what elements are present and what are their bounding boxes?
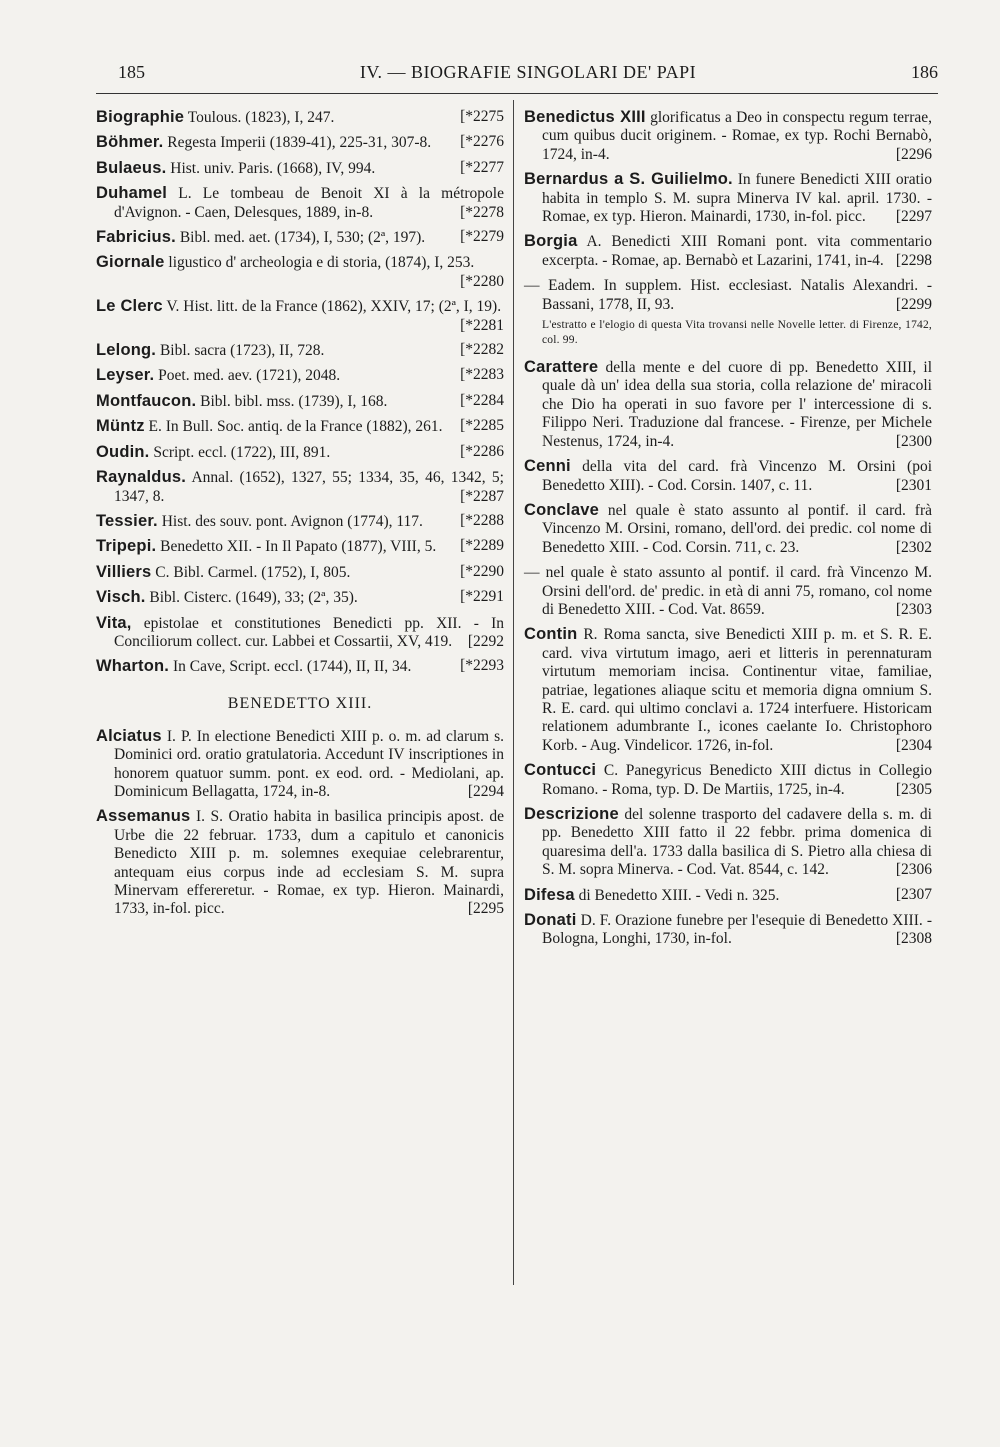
footnote: L'estratto e l'elogio di questa Vita trovansi nelle Novelle letter. di Firenze, 1742, col. 99. <box>542 319 932 347</box>
header-rule <box>96 93 938 94</box>
bibliography-entry <box>96 563 504 582</box>
bibliography-entry <box>96 392 504 411</box>
entry-text: della mente e del cuore di pp. Benedetto XIII, il quale dà un' idea della sua storia, colla relazione de' miracoli che Dio ha operati in suo favore per l' intercessione di s. Filippo Neri. Traduzione dal francese. - Firenze, per Michele Nestenus, 1724, in-4. <box>542 359 933 450</box>
entry-text: E. In Bull. Soc. antiq. de la France (1882), 261. <box>148 418 443 436</box>
right-column <box>524 108 932 955</box>
column-divider <box>513 100 514 1285</box>
entry-headword: Alciatus <box>96 726 162 745</box>
entry-headword: Vita, <box>96 613 132 632</box>
entry-text: Annal. (1652), 1327, 55; 1334, 35, 46, 1342, 5; 1347, 8. <box>114 469 504 505</box>
entry-text: Script. eccl. (1722), III, 891. <box>153 443 331 461</box>
entry-number: [*2277 <box>460 158 504 176</box>
bibliography-entry <box>524 232 932 270</box>
bibliography-entry <box>524 108 932 164</box>
entry-headword: Contin <box>524 625 578 644</box>
entry-headword: Biographie <box>96 108 185 126</box>
entry-headword: Leyser. <box>96 366 155 385</box>
entry-number: [2303 <box>895 600 932 618</box>
running-header <box>118 62 938 86</box>
entry-number: [2300 <box>895 432 932 450</box>
entry-headword: Contucci <box>524 761 597 780</box>
bibliography-entry <box>96 341 504 360</box>
entry-headword: Benedictus XIII <box>524 108 646 126</box>
entry-headword: Conclave <box>524 500 599 519</box>
bibliography-entry <box>96 537 504 556</box>
entry-headword: Borgia <box>524 232 578 251</box>
bibliography-entry <box>524 457 932 495</box>
entry-headword: Müntz <box>96 417 145 436</box>
entry-headword: Wharton. <box>96 657 170 676</box>
bibliography-entry <box>524 911 932 949</box>
entry-text: C. Panegyricus Benedicto XIII dictus in Collegio Romano. - Roma, typ. D. De Martiis, 1725, in-4. <box>542 762 933 798</box>
entry-text: di Benedetto XIII. - Vedi n. 325. <box>578 886 780 904</box>
entry-text: del solenne trasporto del cadavere della s. m. di pp. Benedetto XIII fatto il 22 febbr. prima domenica di quaresima dell'a. 1733 dalla basilica di S. Pietro alla chiesa di S. M. sopra Minerva. - Cod. Vat. 8544, c. 142. <box>542 806 932 879</box>
entry-text: Toulous. (1823), I, 247. <box>187 109 335 126</box>
bibliography-entry <box>96 366 504 385</box>
page-number-right: 186 <box>911 62 938 82</box>
entry-text: Bibl. Cisterc. (1649), 33; (2ª, 35). <box>149 589 358 607</box>
entry-headword: Raynaldus. <box>96 468 187 487</box>
bibliography-entry <box>96 512 504 531</box>
entry-text: In funere Benedicti XIII oratio habita in templo S. M. supra Minerva IV kal. april. 1730. - Romae, ex typ. Hieron. Mainardi, 1730, in-fol. picc. <box>542 171 932 226</box>
entry-text: V. Hist. litt. de la France (1862), XXIV, 17; (2ª, I, 19). <box>166 298 502 316</box>
entry-headword: Tripepi. <box>96 537 157 556</box>
entry-text: Bibl. sacra (1723), II, 728. <box>159 342 325 360</box>
entry-number: [*2290 <box>460 562 504 580</box>
entry-number: [2295 <box>467 900 504 918</box>
entry-text: A. Benedicti XIII Romani pont. vita commentario excerpta. - Romae, ap. Bernabò et Lazarini, 1741, in-4. <box>542 233 932 269</box>
entry-headword: Assemanus <box>96 807 191 826</box>
bibliography-entry <box>524 563 932 619</box>
entry-number: [*2289 <box>460 537 504 555</box>
entry-text: Poet. med. aev. (1721), 2048. <box>158 367 341 385</box>
entry-headword: Duhamel <box>96 184 168 203</box>
entry-headword: Difesa <box>524 885 575 904</box>
bibliography-entry <box>96 807 504 918</box>
bibliography-entry <box>96 468 504 506</box>
entry-text: epistolae et constitutiones Benedicti pp. XII. - In Conciliorum collect. cur. Labbei et Cossartii, XV, 419. <box>114 614 504 650</box>
entry-text: I. S. Oratio habita in basilica principis apost. de Urbe die 22 februar. 1733, dum a capitulo et canonicis Benedicto XIII p. m. solemnes exequiae celebrarentur, antequam eius corpus inde ad ecclesiam S. M. supra Minervam effereretur. - Romae, ex typ. Hieron. Mainardi, 1733, in-fol. picc. <box>114 808 504 918</box>
entry-text: della vita del card. frà Vincenzo M. Orsini (poi Benedetto XIII). - Cod. Corsin. 1407, c. 11. <box>542 458 933 494</box>
entry-number: [*2282 <box>460 341 504 359</box>
bibliography-entry <box>524 886 932 905</box>
entry-headword: Giornale <box>96 253 165 272</box>
entry-number: [*2279 <box>460 228 504 246</box>
bibliography-entry <box>524 761 932 799</box>
bibliography-entry <box>96 417 504 436</box>
entry-number: [2299 <box>895 295 932 313</box>
bibliography-entry <box>96 228 504 247</box>
bibliography-entry <box>96 184 504 222</box>
entry-number: [*2283 <box>460 366 504 384</box>
entry-text: Hist. des souv. pont. Avignon (1774), 117. <box>161 512 423 530</box>
entry-text: — Eadem. In supplem. Hist. ecclesiast. Natalis Alexandri. - Bassani, 1778, II, 93. <box>524 277 932 313</box>
entry-number: [*2278 <box>460 203 504 221</box>
page-number-left: 185 <box>118 62 145 82</box>
bibliography-entry <box>96 159 504 178</box>
bibliography-entry <box>96 133 504 152</box>
entry-headword: Cenni <box>524 457 571 476</box>
entry-text: ligustico d' archeologia e di storia, (1874), I, 253. <box>168 254 475 272</box>
entry-number: [*2280 <box>460 272 504 290</box>
entry-number: [2306 <box>895 861 932 879</box>
entry-headword: Descrizione <box>524 805 619 823</box>
bibliography-entry <box>96 614 504 652</box>
entry-number: [2307 <box>895 885 932 903</box>
entry-text: C. Bibl. Carmel. (1752), I, 805. <box>155 563 351 581</box>
entry-headword: Montfaucon. <box>96 391 197 410</box>
bibliography-entry <box>524 276 932 314</box>
running-title: IV. — BIOGRAFIE SINGOLARI DE' PAPI <box>359 62 697 82</box>
entry-text: glorificatus a Deo in conspectu regum terrae, cum quibus ducit originem. - Romae, ex typ. Rochi Bernabò, 1724, in-4. <box>542 109 933 163</box>
entry-text: Bibl. bibl. mss. (1739), I, 168. <box>200 392 388 410</box>
entry-number: [*2286 <box>460 442 504 460</box>
left-entry-list-2 <box>96 727 504 919</box>
entry-headword: Bulaeus. <box>96 158 167 177</box>
entry-headword: Lelong. <box>96 341 157 360</box>
left-column <box>96 108 504 925</box>
entry-headword: Le Clerc <box>96 297 163 316</box>
entry-headword: Tessier. <box>96 511 158 530</box>
entry-number: [2297 <box>895 208 932 226</box>
entry-number: [2305 <box>895 780 932 798</box>
entry-text: L. Le tombeau de Benoit XI à la métropole d'Avignon. - Caen, Delesques, 1889, in-8. <box>114 185 504 221</box>
bibliography-entry <box>524 501 932 557</box>
entry-headword: Böhmer. <box>96 133 164 152</box>
entry-number: [2296 <box>895 145 932 163</box>
entry-number: [*2285 <box>460 417 504 435</box>
right-entry-list <box>524 108 932 314</box>
entry-number: [*2293 <box>460 657 504 675</box>
entry-number: [*2287 <box>460 487 504 505</box>
entry-text: nel quale è stato assunto al pontif. il card. frà Vincenzo M. Orsini, romano, dell'ord. dei predic. col nome di Benedetto XIII. - Cod. Corsin. 711, c. 23. <box>542 501 933 556</box>
entry-headword: Fabricius. <box>96 228 176 247</box>
entry-headword: Villiers <box>96 562 152 581</box>
right-entry-list-2 <box>524 358 932 949</box>
entry-number: [*2284 <box>460 391 504 409</box>
entry-number: [*2281 <box>460 316 504 334</box>
entry-headword: Bernardus a S. Guilielmo. <box>524 170 733 189</box>
bibliography-entry <box>96 108 504 127</box>
entry-text: Regesta Imperii (1839-41), 225-31, 307-8. <box>167 134 432 152</box>
section-heading: BENEDETTO XIII. <box>227 694 373 712</box>
bibliography-entry <box>96 443 504 462</box>
bibliography-entry <box>96 588 504 607</box>
entry-headword: Visch. <box>96 588 146 607</box>
bibliography-entry <box>96 253 504 291</box>
entry-text: In Cave, Script. eccl. (1744), II, II, 34. <box>172 658 412 676</box>
entry-headword: Oudin. <box>96 442 150 461</box>
entry-text: R. Roma sancta, sive Benedicti XIII p. m. et S. R. E. card. viva virtutum imago, aeri et litteris in perennaturam virtutum memoriam incisa. Continentur vitae, familiae, patriae, legationes aliaque scitu et memoria digna omnium S. R. E. card. qui ultimo conclavi a. 1724 interfuere. Historicam relationem adumbrante I., icones caelante Io. Christophoro Korb. - Aug. Vindelicor. 1726, in-fol. <box>542 626 932 754</box>
left-entry-list <box>96 108 504 677</box>
entry-number: [2302 <box>895 538 932 556</box>
bibliography-entry <box>524 805 932 880</box>
entry-number: [*2276 <box>460 133 504 151</box>
entry-number: [*2291 <box>460 588 504 606</box>
entry-text: Benedetto XII. - In Il Papato (1877), VIII, 5. <box>160 538 437 556</box>
bibliography-entry <box>524 358 932 451</box>
entry-number: [*2275 <box>460 108 504 125</box>
bibliography-entry <box>96 657 504 676</box>
entry-number: [2298 <box>895 251 932 269</box>
entry-number: [2301 <box>895 476 932 494</box>
entry-text: D. F. Orazione funebre per l'esequie di Benedetto XIII. - Bologna, Longhi, 1730, in-fol. <box>542 912 933 948</box>
bibliography-entry <box>524 625 932 755</box>
entry-number: [2292 <box>467 632 504 650</box>
entry-text: Bibl. med. aet. (1734), I, 530; (2ª, 197). <box>179 229 426 247</box>
entry-headword: Carattere <box>524 358 599 377</box>
bibliography-entry <box>96 297 504 335</box>
entry-number: [2308 <box>895 930 932 948</box>
entry-number: [*2288 <box>460 511 504 529</box>
entry-number: [2294 <box>467 782 504 800</box>
bibliography-entry <box>96 727 504 802</box>
entry-text: I. P. In electione Benedicti XIII p. o. m. ad clarum s. Dominici ord. oratio gratulatoria. Accedunt IV inscriptiones in honorem quatuor summ. pont. ex eod. ord. - Mediolani, ap. Dominicum Bellagatta, 1724, in-8. <box>114 727 504 800</box>
entry-text: Hist. univ. Paris. (1668), IV, 994. <box>170 159 376 177</box>
entry-text: — nel quale è stato assunto al pontif. il card. frà Vincenzo M. Orsini dell'ord. de' predic. in età di anni 75, romano, col nome di Benedetto XIII. - Cod. Vat. 8659. <box>524 564 932 618</box>
bibliography-entry <box>524 170 932 226</box>
entry-headword: Donati <box>524 911 577 930</box>
entry-number: [2304 <box>895 736 932 754</box>
